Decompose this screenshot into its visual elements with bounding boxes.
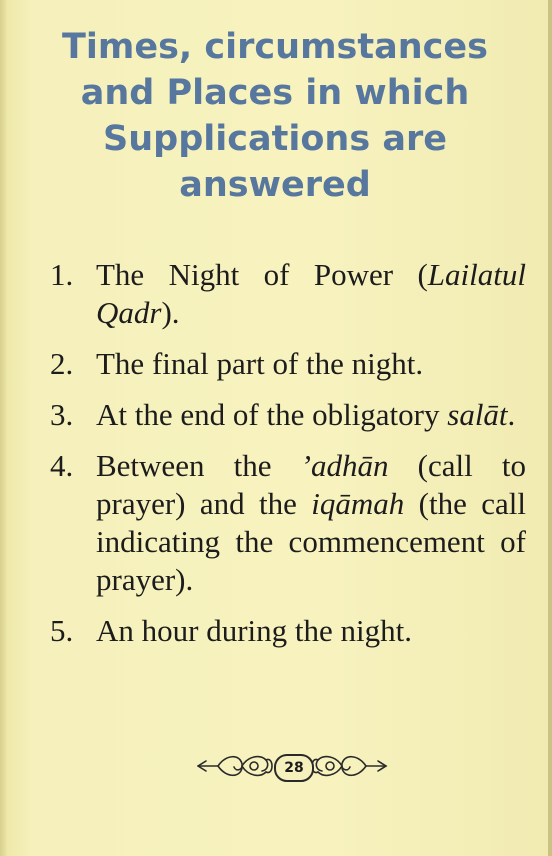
title-line: answered bbox=[179, 165, 371, 205]
list-item bbox=[50, 612, 526, 650]
page-footer bbox=[196, 746, 388, 786]
list-item bbox=[50, 447, 526, 599]
list-item-number: 4. bbox=[50, 448, 74, 483]
list-item bbox=[50, 256, 526, 332]
page-edge bbox=[548, 0, 552, 856]
list-item-text bbox=[96, 256, 526, 332]
text-run: The Night of Power ( bbox=[96, 257, 428, 292]
list-item-text bbox=[96, 396, 526, 434]
list-item-text bbox=[96, 345, 526, 383]
page-number: 28 bbox=[274, 754, 314, 782]
text-run: Between the bbox=[96, 448, 301, 483]
text-run: An hour during the night. bbox=[96, 613, 412, 648]
list-item-number: 5. bbox=[50, 613, 74, 648]
title-line: Supplications are bbox=[103, 119, 447, 159]
list-item bbox=[50, 345, 526, 383]
list-item bbox=[50, 396, 526, 434]
italic-term: Lailatul Qadr bbox=[96, 257, 526, 330]
text-run: . bbox=[507, 397, 516, 432]
text-run: (the call indicating the commencement of prayer). bbox=[96, 486, 526, 597]
italic-term: iqāmah bbox=[311, 486, 405, 521]
italic-term: ’adhān bbox=[300, 448, 389, 483]
text-run: (call to prayer) and the bbox=[96, 448, 526, 521]
page-title bbox=[40, 24, 510, 208]
list-item-number: 3. bbox=[50, 397, 74, 432]
italic-term: salāt bbox=[447, 397, 508, 432]
list-item-number: 2. bbox=[50, 346, 74, 381]
list-item-number: 1. bbox=[50, 257, 74, 292]
page-gutter bbox=[0, 0, 8, 856]
title-line: Times, circumstances bbox=[62, 27, 488, 67]
text-run: The final part of the night. bbox=[96, 346, 424, 381]
numbered-list bbox=[50, 256, 526, 663]
title-line: and Places in which bbox=[80, 73, 470, 113]
list-item-text bbox=[96, 612, 526, 650]
text-run: ). bbox=[161, 295, 180, 330]
text-run: At the end of the obligatory bbox=[96, 397, 448, 432]
list-item-text bbox=[96, 447, 526, 599]
